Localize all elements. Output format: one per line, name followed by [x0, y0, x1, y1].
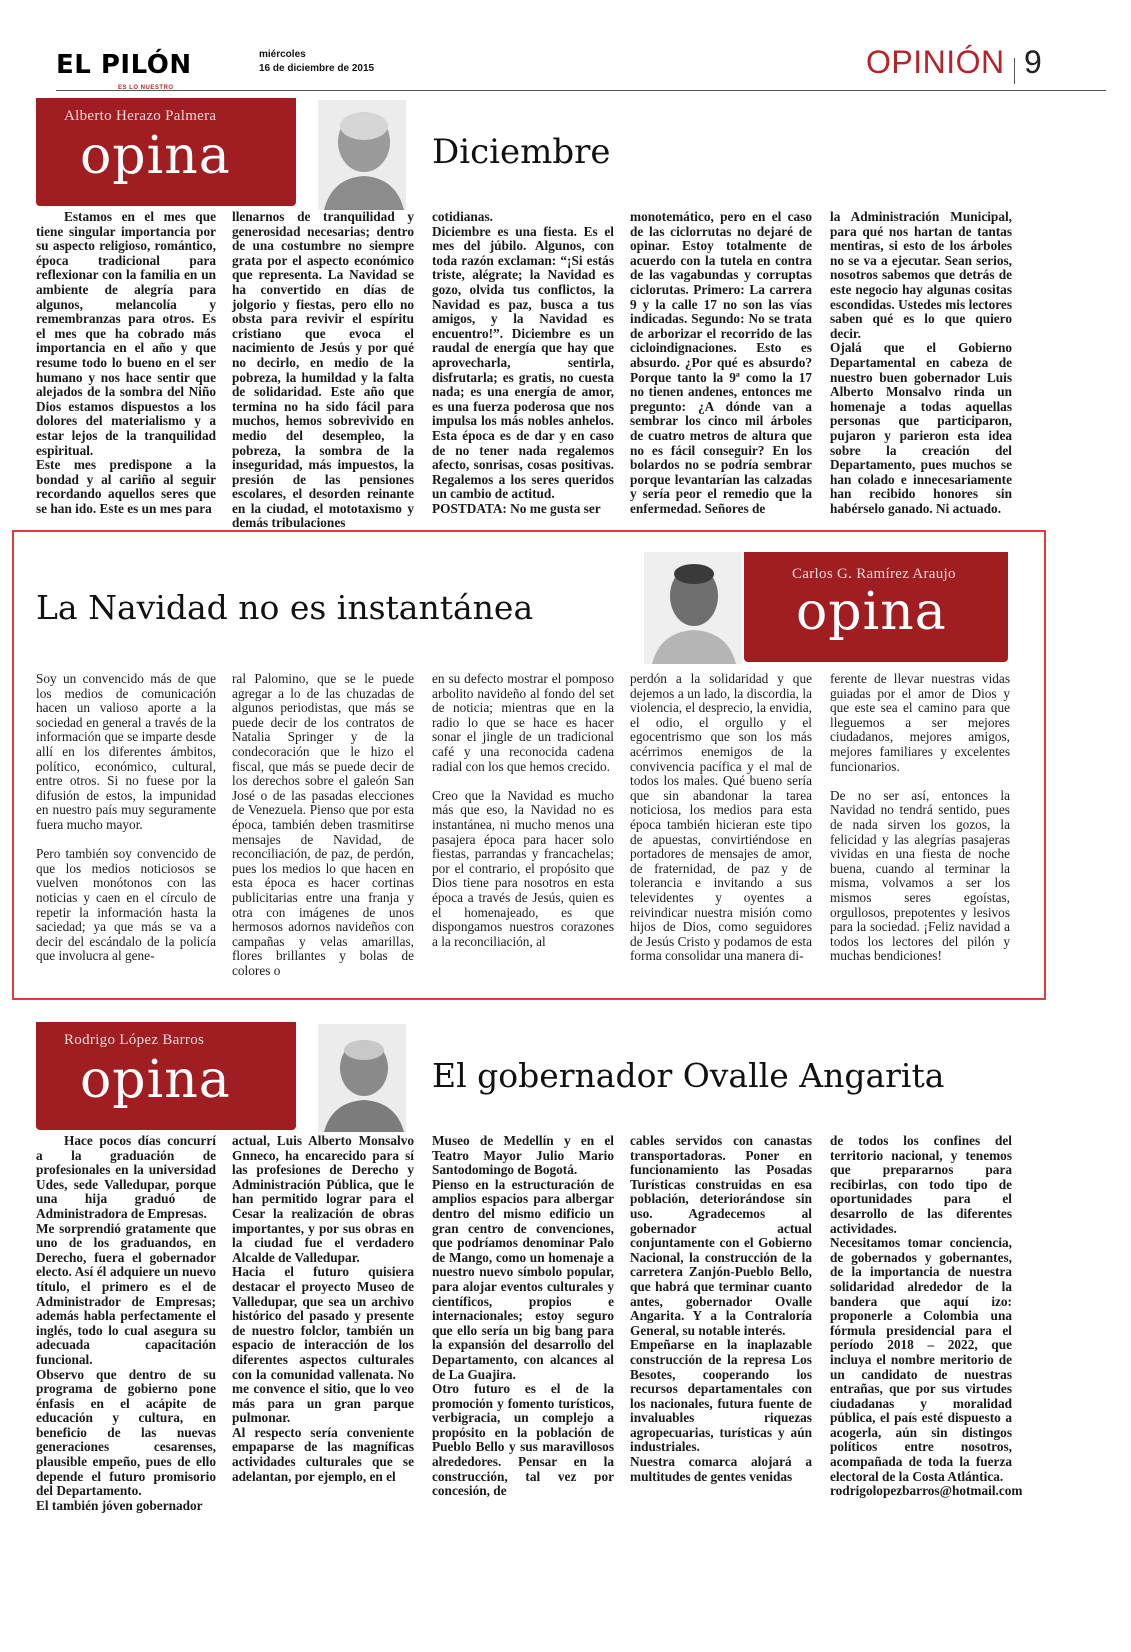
article-headline: La Navidad no es instantánea: [36, 588, 534, 627]
issue-date: [259, 48, 374, 76]
article-column-3: en su defecto mostrar el pomposo arbolito navideño al fondo del set de noticia; mientras que en la radio lo que se hace es hacer sonar el jingle de un tradicional café y una reconocida cadena radial con los que hemos crecido. Creo que la Navidad es mucho más que eso, la Navidad no es instantánea, ni mucho menos una pasajera época para hacer solo fiestas, parrandas y francachelas; por el contrario, el propósito que Dios tiene para nosotros en esta época a través de Jesús, quien es el homenajeado, es que dispongamos nuestros corazones a la reconciliación, al: [432, 671, 614, 949]
opina-banner: [744, 552, 1008, 662]
portrait-image: [318, 100, 406, 210]
article-column-5: de todos los confines del territorio nacional, y tenemos que prepararnos para recibirlas, con todo tipo de oportunidades para el desarrollo de las diferentes actividades. Necesitamos tomar conciencia, de gobernados y gobernantes, de la importancia de nuestra solidaridad alrededor de la bandera que aquí izo: proponerle a Colombia una fórmula presidencial para el período 2018 – 2022, que incluya el nombre meritorio de un candidato de nuestras entrañas, que por sus virtudes ciudadanas y moralidad pública, el país esté dispuesto a acogerla, aún sin distingos políticos entre nosotros, acompañada de toda la fuerza electoral de la Costa Atlántica. rodrigolopezbarros@hotmail.com: [830, 1133, 1023, 1499]
section-divider: [1014, 58, 1015, 84]
masthead: [56, 44, 1106, 91]
issue-full-date: 16 de diciembre de 2015: [259, 63, 375, 74]
logo-tagline: ES LO NUESTRO: [118, 85, 174, 91]
opina-banner: [36, 1022, 296, 1130]
article-column-5: la Administración Municipal, para qué nos hartan de tantas mentiras, si esto de los árboles no se va a ejecutar. Sean serios, nosotros sabemos que detrás de este negocio hay algunas cositas escondidas. Ustedes mis lectores saben qué es lo que quiero decir. Ojalá que el Gobierno Departamental en cabeza de nuestro buen gobernador Luis Alberto Monsalvo rinda un homenaje a todas aquellas personas que participaron, pujaron y parieron esta idea sobre la creación del Departamento, pues muchos se han colado e innecesariamente han recibido honores sin habérselo ganado. Ni actuado.: [830, 209, 1012, 516]
author-name: Rodrigo López Barros: [64, 1032, 205, 1048]
article-column-2: llenarnos de tranquilidad y generosidad necesarias; dentro de una costumbre no siempre grata por el aspecto económico que representa. La Navidad se ha convertido en días de jolgorio y fiestas, pero ello no obsta para revivir el espíritu cristiano que evoca el nacimiento de Jesús y por qué no decirlo, en medio de la pobreza, la humildad y la falta de solidaridad. Este año que termina no ha sido fácil para muchos, hemos sobrevivido en medio del desempleo, la pobreza, la sombra de la inseguridad, más impuestos, la presión de las pensiones escolares, el desorden reinante en la ciudad, el mototaxismo y demás tribulaciones: [232, 209, 414, 531]
article-headline: El gobernador Ovalle Angarita: [432, 1056, 945, 1095]
author-name: Carlos G. Ramírez Araujo: [792, 566, 956, 582]
portrait-image: [318, 1024, 406, 1132]
opina-label: opina: [796, 582, 947, 642]
author-portrait: [644, 552, 742, 664]
article-column-1: Soy un convencido más de que los medios de comunicación hacen un valioso aporte a la sociedad en general a través de la información que se imparte desde allí en los diferentes ámbitos, político, económico, cultural, entre otros. Si no fuese por la difusión de estos, la impunidad en nuestro país muy seguramente fuera mucho mayor. Pero también soy convencido de que los medios noticiosos se vuelven monótonos con las noticias y caen en el círculo de repetir la información hasta la saciedad; ya que más se va a decir del escándalo de la policía que involucra al gene-: [36, 671, 216, 964]
article-column-3: cotidianas. Diciembre es una fiesta. Es el mes del júbilo. Algunos, con toda razón exclaman: “¡Si estás triste, alégrate; la Navidad es gozo, olvida tus conflictos, la Navidad es paz, busca a tus amigos, y la Navidad es encuentro!”. Diciembre es un raudal de energía que hay que aprovecharla, sentirla, disfrutarla; es gratis, no cuesta nada; es una energía de amor, es una fuerza poderosa que nos impulsa los más nobles anhelos. Esta época es de dar y en caso de no tener nada regalemos afecto, sonrisas, cosas positivas. Regalemos a los seres queridos un cambio de actitud. POSTDATA: No me gusta ser: [432, 209, 614, 516]
article-column-2: ral Palomino, que se le puede agregar a lo de las chuzadas de algunos periodistas, que más se puede decir de los contratos de Natalia Springer y de la condecoración que le hizo el fiscal, que más se puede decir de los derechos sobre el galeón San José o de las pasadas elecciones de Venezuela. Pienso que por esta época, también deben trasmitirse mensajes de Navidad, de reconciliación, de paz, de perdón, pues los medios lo que hacen en esta época es hacer cortinas publicitarias entre una franja y otra con imágenes de unos hermosos adornos navideños con campañas y velas amarillas, flores brillantes y bolas de colores o: [232, 671, 414, 978]
author-portrait: [318, 1024, 406, 1132]
article-column-4: monotemático, pero en el caso de las ciclorrutas no dejaré de opinar. Estoy totalmente de acuerdo con la tutela en contra de las vagabundas y corruptas ciclorutas. Primero: La carrera 9 y la calle 17 no son las vías indicadas. Segundo: No se trata de arborizar el recorrido de las cicloindignaciones. Esto es absurdo. ¿Por qué es absurdo? Porque tanto la 9ª como la 17 no tienen andenes, entonces me pregunto: ¿A dónde van a sembrar los cinco mil árboles de cuatro metros de altura que no es fácil conseguir? En los bolardos no se podría sembrar porque levantarían las calzadas y sería peor el remedio que la enfermedad. Señores de: [630, 209, 812, 516]
article-column-3: Museo de Medellín y en el Teatro Mayor Julio Mario Santodomingo de Bogotá. Pienso en la estructuración de amplios espacios para albergar dentro del mismo edificio un gran centro de convenciones, que podríamos denominar Palo de Mango, como un homenaje a nuestro nuevo símbolo popular, para alojar eventos culturales y científicos, propios e internacionales; estoy seguro que ello sería un big bang para la expansión del desarrollo del Departamento, con alcances al de La Guajira. Otro futuro es el de la promoción y fomento turísticos, verbigracia, un complejo a propósito en la población de Pueblo Bello y sus maravillosos alrededores. Pensar en la construcción, tal vez por concesión, de: [432, 1133, 614, 1499]
opina-label: opina: [80, 126, 231, 186]
article-column-1: Estamos en el mes que tiene singular importancia por su aspecto religioso, romántico, época tradicional para reflexionar con la familia en un ambiente de alegría para algunos, melancolía y remembranzas para otros. Es el mes que ha cobrado más importancia en el año y que resume todo lo bueno en el ser humano y nos hace sentir que alejados de la sombra del Niño Dios estamos dispuestos a los dolores del materialismo y a estar lejos de la tranquilidad espiritual. Este mes predispone a la bondad y al cariño al seguir recordando aquellos seres que se han ido. Este es un mes para: [36, 209, 216, 516]
opina-banner: [36, 98, 296, 206]
issue-day: miércoles: [259, 49, 306, 60]
article-column-4: perdón a la solidaridad y que dejemos a un lado, la discordia, la violencia, el desprecio, la envidia, el odio, el orgullo y el egocentrismo que son los más acérrimos enemigos de la convivencia pacífica y el mal de todos los males. Qué bueno sería que sin abandonar la tarea noticiosa, los medios para esta época también hicieran este tipo de apuestas, convirtiéndose en portadores de mensajes de amor, de fraternidad, de paz y de tolerancia e invitando a sus televidentes y oyentes a reivindicar nuestra misión como hijos de Dios, como seguidores de Jesús Cristo y podamos de esta forma consolidar una manera di-: [630, 671, 812, 964]
article-column-4: cables servidos con canastas transportadoras. Poner en funcionamiento las Posadas Turísticas construidas en esa población, deteriorándose sin uso. Agradecemos al gobernador actual conjuntamente con el Gobierno Nacional, la construcción de la carretera Zanjón-Pueblo Bello, que habrá que terminar cuanto antes, gobernador Ovalle Angarita. Y a la Contraloría General, su notable interés. Empeñarse en la inaplazable construcción de la represa Los Besotes, cooperando los recursos departamentales con los nacionales, futura fuente de invaluables riquezas agropecuarias, turísticas y aún industriales. Nuestra comarca alojará a multitudes de gentes venidas: [630, 1133, 812, 1484]
article-headline: Diciembre: [432, 132, 611, 172]
author-portrait: [318, 100, 406, 210]
author-name: Alberto Herazo Palmera: [64, 108, 217, 124]
section-label: OPINIÓN: [866, 44, 1005, 80]
article-column-5: ferente de llevar nuestras vidas guiadas por el amor de Dios y que este sea el camino para que lleguemos a ser mejores ciudadanos, mejores amigos, mejores familiares y excelentes funcionarios. De no ser así, entonces la Navidad no tendrá sentido, pues de nada sirven los gozos, la felicidad y las alegrías pasajeras vividas en una fiesta de noche buena, cuando al terminar la misma, volvamos a ser los mismos seres egoístas, orgullosos, prepotentes y lesivos para la sociedad. ¡Feliz navidad a todos los lectores del pilón y muchas bendiciones!: [830, 671, 1010, 964]
portrait-image: [644, 552, 742, 664]
newspaper-logo: EL PILÓN: [56, 50, 192, 80]
opina-label: opina: [80, 1050, 231, 1110]
article-column-1: Hace pocos días concurrí a la graduación de profesionales en la universidad Udes, sede Valledupar, porque una hija graduó de Administradora de Empresas. Me sorprendió gratamente que uno de los graduandos, en Derecho, fuera el gobernador electo. Así él adquiere un nuevo título, el primero es el de Administrador de Empresas; además habla perfectamente el inglés, todo lo cual asegura su adecuada capacitación funcional. Observo que dentro de su programa de gobierno pone énfasis en el acápite de educación y cultura, en beneficio de las nuevas generaciones cesarenses, plausible empeño, pues de ello depende el futuro promisorio del Departamento. El también jóven gobernador: [36, 1133, 216, 1513]
page-number: 9: [1024, 44, 1042, 80]
article-column-2: actual, Luis Alberto Monsalvo Gnneco, ha encarecido para sí las profesiones de Derecho y Administración Pública, que le han permitido lograr para el Cesar la realización de obras importantes, y por sus obras en la ciudad fue el verdadero Alcalde de Valledupar. Hacia el futuro quisiera destacar el proyecto Museo de Valledupar, que sea un archivo histórico del pasado y presente de nuestro folclor, también un espacio de interacción de los diferentes aspectos culturales con la comunidad vallenata. No me convence el sitio, que lo veo más para un gran parque pulmonar. Al respecto sería conveniente empaparse de las magníficas actividades culturales que se adelantan, por ejemplo, en el: [232, 1133, 414, 1484]
